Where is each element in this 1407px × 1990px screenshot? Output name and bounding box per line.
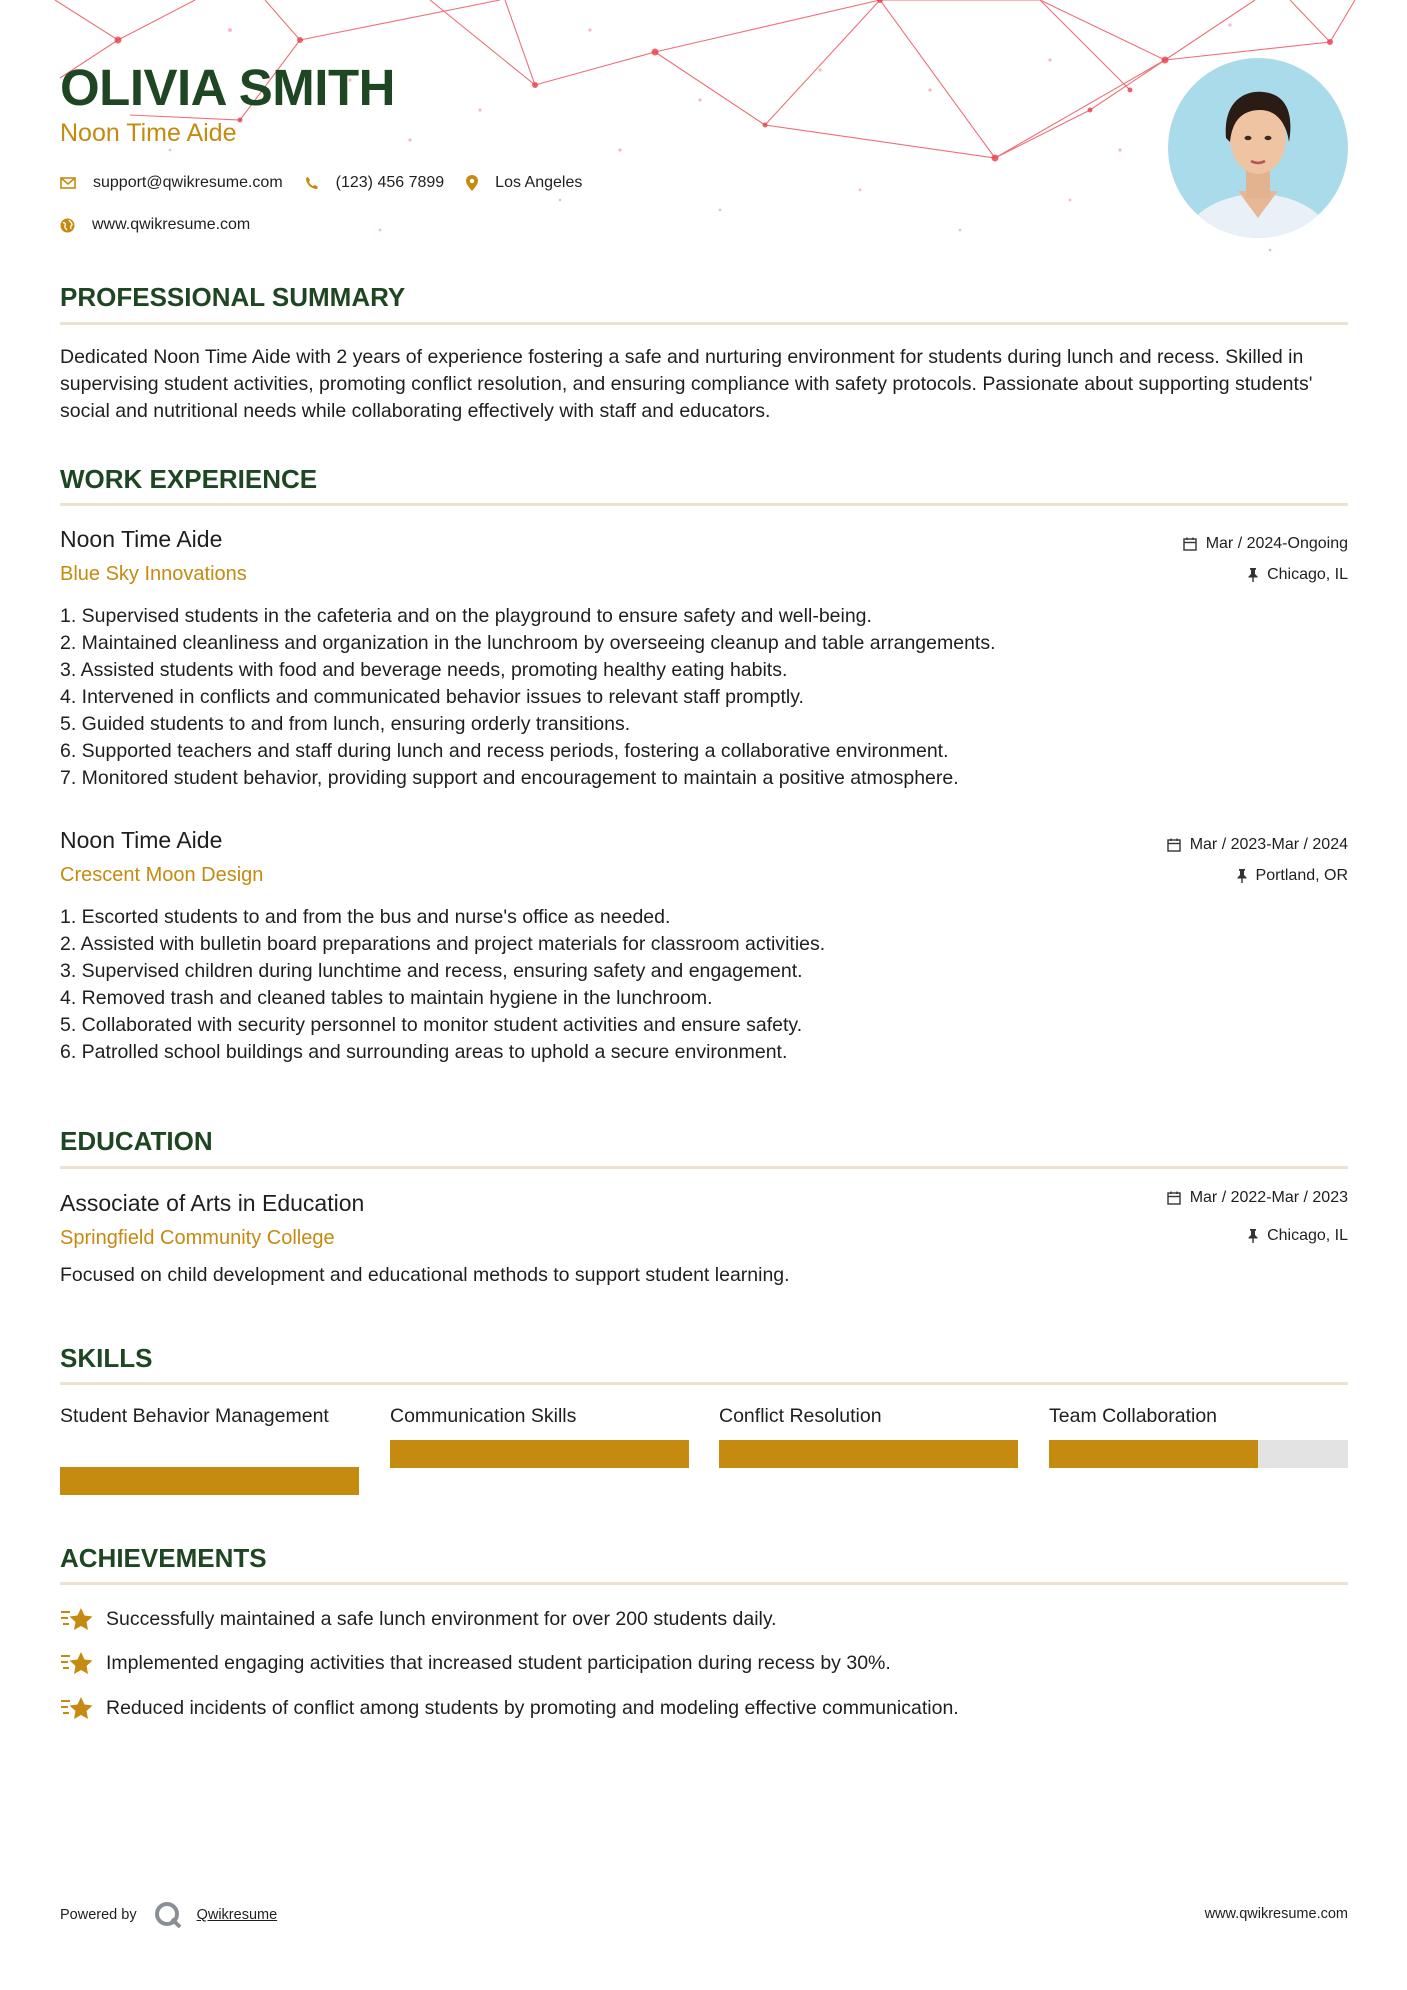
skill-bar-fill (60, 1467, 359, 1495)
education-description: Focused on child development and educational methods to support student learning. (60, 1264, 790, 1286)
achievement-item (60, 1650, 1348, 1676)
skill-bar-fill (719, 1440, 1018, 1468)
skill-name: Team Collaboration (1049, 1405, 1218, 1427)
skill-bar (60, 1467, 359, 1495)
pushpin-icon (1248, 568, 1258, 582)
phone-icon (305, 176, 319, 190)
globe-icon (60, 218, 75, 233)
skill-item (719, 1402, 1018, 1458)
candidate-role: Noon Time Aide (60, 119, 237, 147)
achievement-item (60, 1695, 1348, 1721)
star-achievement-icon (60, 1650, 94, 1676)
achievement-item (60, 1606, 1348, 1632)
map-pin-icon (466, 175, 478, 191)
contact-phone[interactable] (305, 174, 445, 192)
star-achievement-icon (60, 1606, 94, 1632)
qwikresume-link[interactable]: Qwikresume (196, 1907, 278, 1923)
achievement-text: Reduced incidents of conflict among students by promoting and modeling effective communication. (106, 1696, 959, 1719)
experience-divider (60, 503, 1348, 506)
summary-text: Dedicated Noon Time Aide with 2 years of experience fostering a safe and nurturing environment for students during lunch and recess. Skilled in supervising student activities, promoting conflict resolution, and ensuring compliance with safety protocols. Passionate about supporting students' social and nutritional needs while collaborating effectively with staff and educators. (60, 346, 1313, 422)
duty-item: 5. Collaborated with security personnel to monitor student activities and ensure safety. (60, 1014, 803, 1036)
achievement-text: Implemented engaging activities that increased student participation during recess by 30%. (106, 1651, 891, 1674)
skill-name: Conflict Resolution (719, 1405, 882, 1427)
summary-divider (60, 322, 1348, 325)
job-dates (1167, 836, 1348, 854)
summary-heading: PROFESSIONAL SUMMARY (60, 282, 406, 312)
education-divider (60, 1166, 1348, 1169)
calendar-icon (1167, 1191, 1181, 1205)
skill-item (60, 1402, 359, 1458)
email-text: support@qwikresume.com (93, 174, 283, 191)
profile-photo (1168, 58, 1348, 238)
job-dates (1183, 535, 1348, 553)
skill-bar (719, 1440, 1018, 1468)
duty-item: 3. Supervised children during lunchtime and recess, ensuring safety and engagement. (60, 960, 803, 982)
pushpin-icon (1248, 1229, 1258, 1243)
skill-bar-fill (1049, 1440, 1258, 1468)
job-dates-text: Mar / 2024-Ongoing (1205, 535, 1348, 552)
job-location (1237, 867, 1348, 885)
contact-row-primary (60, 174, 604, 192)
skill-item (390, 1402, 689, 1458)
job-location-text: Chicago, IL (1267, 566, 1348, 583)
resume-content (60, 0, 1348, 1990)
website-text: www.qwikresume.com (92, 216, 251, 233)
footer-powered-by (60, 1900, 277, 1930)
calendar-icon (1167, 838, 1181, 852)
education-location (1248, 1227, 1348, 1245)
achievement-text: Successfully maintained a safe lunch environment for over 200 students daily. (106, 1607, 777, 1630)
duty-item: 4. Intervened in conflicts and communicated behavior issues to relevant staff promptly. (60, 686, 804, 708)
skill-item (1049, 1402, 1348, 1458)
contact-location (466, 174, 582, 192)
contact-email[interactable] (60, 174, 283, 192)
job-title: Noon Time Aide (60, 526, 223, 552)
skill-bar (390, 1440, 689, 1468)
education-heading: EDUCATION (60, 1126, 213, 1156)
education-dates-text: Mar / 2022-Mar / 2023 (1189, 1189, 1348, 1206)
duty-item: 1. Escorted students to and from the bus and nurse's office as needed. (60, 906, 671, 928)
skills-divider (60, 1382, 1348, 1385)
candidate-name: OLIVIA SMITH (60, 59, 395, 116)
job-title: Noon Time Aide (60, 827, 223, 853)
duty-item: 4. Removed trash and cleaned tables to maintain hygiene in the lunchroom. (60, 987, 713, 1009)
duty-item: 7. Monitored student behavior, providing support and encouragement to maintain a positive atmosphere. (60, 767, 959, 789)
skill-bar-fill (390, 1440, 689, 1468)
duty-item: 6. Patrolled school buildings and surrounding areas to uphold a secure environment. (60, 1041, 788, 1063)
job-duties-list (60, 603, 1348, 792)
job-company: Crescent Moon Design (60, 864, 264, 886)
achievements-heading: ACHIEVEMENTS (60, 1543, 267, 1573)
job-duties-list (60, 904, 1348, 1066)
duty-item: 1. Supervised students in the cafeteria and on the playground to ensure safety and well-being. (60, 605, 872, 627)
education-dates (1167, 1189, 1348, 1207)
calendar-icon (1183, 537, 1197, 551)
job-location (1248, 566, 1348, 584)
envelope-icon (60, 177, 76, 189)
skill-name: Communication Skills (390, 1405, 577, 1427)
star-achievement-icon (60, 1695, 94, 1721)
skill-name: Student Behavior Management (60, 1405, 329, 1427)
pushpin-icon (1237, 869, 1247, 883)
footer-website[interactable]: www.qwikresume.com (1204, 1906, 1348, 1922)
job-company: Blue Sky Innovations (60, 563, 247, 585)
duty-item: 6. Supported teachers and staff during lunch and recess periods, fostering a collaborative environment. (60, 740, 949, 762)
job-dates-text: Mar / 2023-Mar / 2024 (1189, 836, 1348, 853)
duty-item: 2. Assisted with bulletin board preparations and project materials for classroom activities. (60, 933, 826, 955)
qwikresume-logo-icon (153, 1900, 183, 1930)
skill-bar (1049, 1440, 1348, 1468)
achievements-divider (60, 1582, 1348, 1585)
education-degree: Associate of Arts in Education (60, 1190, 365, 1216)
education-location-text: Chicago, IL (1267, 1227, 1348, 1244)
contact-row-secondary (60, 216, 272, 234)
job-location-text: Portland, OR (1255, 867, 1348, 884)
experience-heading: WORK EXPERIENCE (60, 464, 318, 494)
contact-website[interactable] (60, 216, 250, 234)
location-text: Los Angeles (495, 174, 583, 191)
education-school: Springfield Community College (60, 1227, 335, 1249)
duty-item: 5. Guided students to and from lunch, ensuring orderly transitions. (60, 713, 631, 735)
duty-item: 3. Assisted students with food and beverage needs, promoting healthy eating habits. (60, 659, 788, 681)
duty-item: 2. Maintained cleanliness and organization in the lunchroom by overseeing cleanup and table arrangements. (60, 632, 996, 654)
phone-text: (123) 456 7899 (335, 174, 445, 191)
powered-by-label: Powered by (60, 1907, 137, 1923)
skills-heading: SKILLS (60, 1343, 153, 1373)
